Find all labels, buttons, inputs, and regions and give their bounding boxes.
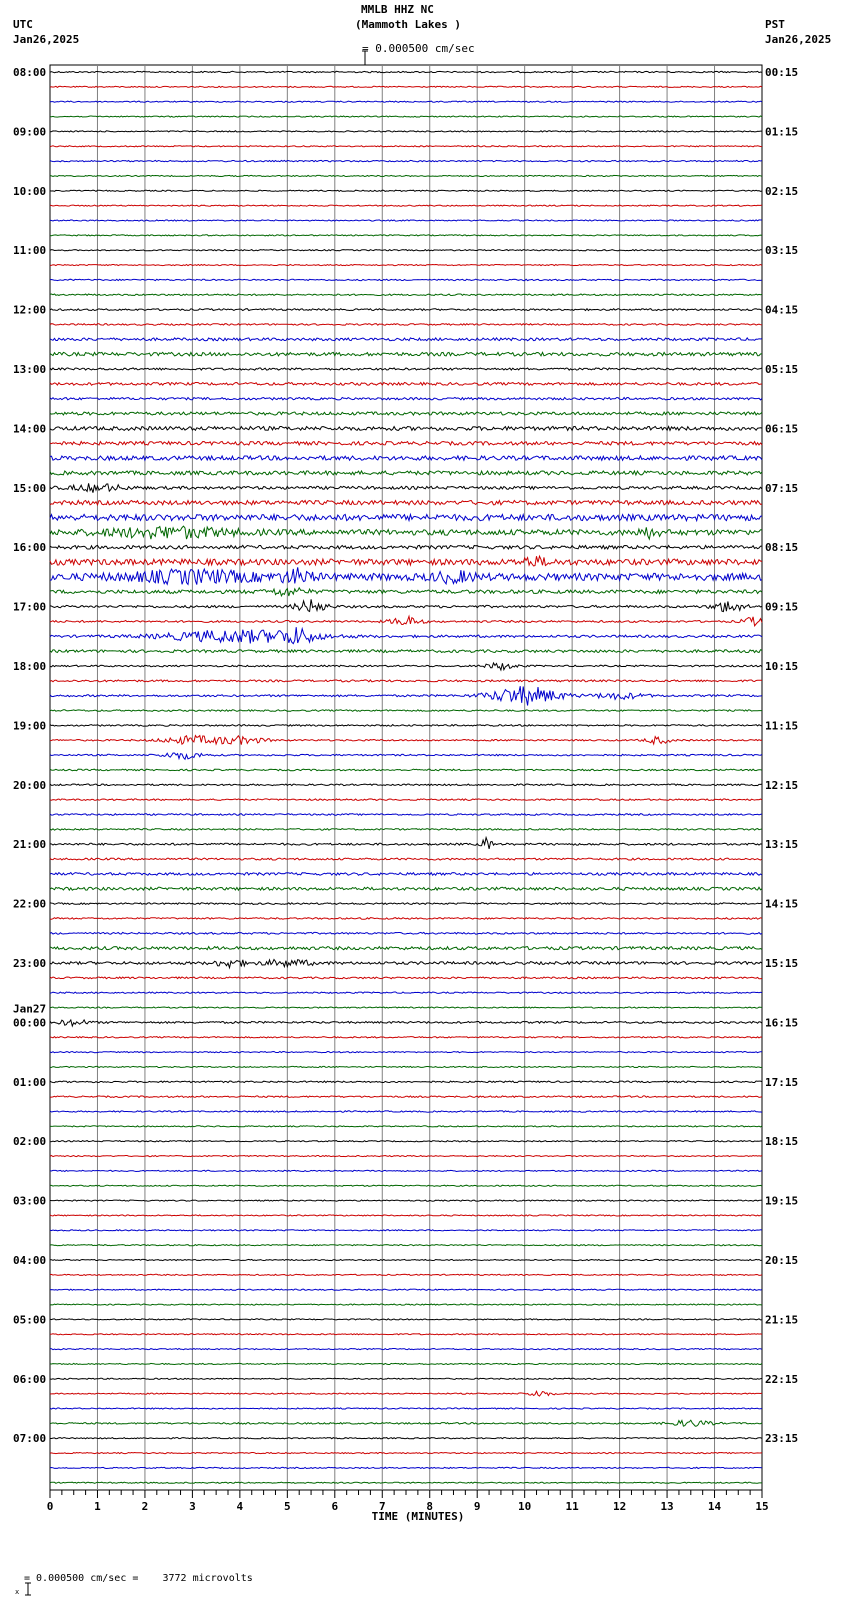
seismic-trace <box>50 398 762 400</box>
seismic-trace <box>50 1334 762 1335</box>
seismic-trace <box>50 814 762 816</box>
pst-hour-label: 10:15 <box>765 660 799 673</box>
seismic-trace <box>50 1363 762 1364</box>
seismic-trace <box>50 858 762 860</box>
seismic-trace <box>50 1438 762 1439</box>
pst-hour-label: 15:15 <box>765 957 799 970</box>
seismic-trace <box>50 556 762 566</box>
utc-hour-label: 07:00 <box>13 1432 47 1446</box>
seismic-trace <box>50 616 762 626</box>
seismic-trace <box>50 1141 762 1142</box>
seismic-trace <box>50 1230 762 1231</box>
x-axis-label: TIME (MINUTES) <box>371 1510 465 1523</box>
seismic-trace <box>50 338 762 341</box>
seismic-trace <box>50 279 762 280</box>
utc-hour-label: 19:00 <box>13 719 47 733</box>
x-tick-label: 14 <box>707 1500 722 1513</box>
x-tick-label: 4 <box>236 1500 244 1513</box>
seismic-trace <box>50 918 762 920</box>
seismic-trace <box>50 725 762 727</box>
pst-hour-label: 06:15 <box>765 422 799 436</box>
seismic-trace <box>50 588 762 596</box>
seismic-trace <box>50 960 762 968</box>
seismic-trace <box>50 992 762 993</box>
utc-date-label: Jan26,2025 <box>13 33 80 46</box>
seismic-trace <box>50 1319 762 1320</box>
utc-hour-label: 02:00 <box>13 1135 47 1149</box>
seismic-trace <box>50 294 762 296</box>
seismic-trace <box>50 1066 762 1067</box>
pst-hour-label: 09:15 <box>765 600 799 614</box>
seismic-trace <box>50 514 762 520</box>
utc-hour-label: 17:00 <box>13 600 47 614</box>
seismic-trace <box>50 1215 762 1216</box>
pst-hour-label: 00:15 <box>765 66 799 79</box>
seismic-trace <box>50 1126 762 1127</box>
seismic-trace <box>50 663 762 670</box>
seismic-trace <box>50 383 762 386</box>
seismic-trace <box>50 456 762 460</box>
seismic-trace <box>50 753 762 759</box>
seismic-trace <box>50 1037 762 1038</box>
utc-hour-label: 18:00 <box>13 660 47 673</box>
utc-hour-label: 03:00 <box>13 1194 47 1208</box>
seismic-trace <box>50 471 762 475</box>
utc-hour-label: 21:00 <box>13 838 47 852</box>
seismic-trace <box>50 1007 762 1008</box>
seismic-trace <box>50 545 762 549</box>
station-title: MMLB HHZ NC <box>361 3 434 16</box>
seismic-trace <box>50 1245 762 1246</box>
pst-hour-label: 11:15 <box>765 719 799 733</box>
seismic-trace <box>50 1482 762 1483</box>
seismic-trace <box>50 1420 762 1426</box>
seismic-trace <box>50 1453 762 1454</box>
seismic-trace <box>50 412 762 415</box>
x-tick-label: 7 <box>378 1500 386 1513</box>
seismic-trace <box>50 932 762 934</box>
utc-hour-label: 14:00 <box>13 422 47 436</box>
seismic-trace <box>50 352 762 356</box>
x-tick-label: 9 <box>473 1500 481 1513</box>
x-tick-label: 3 <box>189 1500 196 1513</box>
pst-hour-label: 22:15 <box>765 1372 799 1386</box>
seismic-trace <box>50 235 762 236</box>
utc-hour-label: 13:00 <box>13 363 47 376</box>
seismic-trace <box>50 784 762 786</box>
seismic-trace <box>50 250 762 251</box>
seismic-trace <box>50 526 762 539</box>
seismic-trace <box>50 483 762 492</box>
seismic-trace <box>50 1378 762 1379</box>
seismic-trace <box>50 710 762 712</box>
seismic-trace <box>50 1052 762 1053</box>
pst-hour-label: 05:15 <box>765 363 799 376</box>
seismic-trace <box>50 146 762 147</box>
x-tick-label: 2 <box>141 1500 149 1513</box>
utc-hour-label: 08:00 <box>13 66 47 79</box>
pst-hour-label: 04:15 <box>765 303 799 317</box>
pst-hour-label: 07:15 <box>765 481 799 495</box>
seismic-trace <box>50 1467 762 1468</box>
seismic-trace <box>50 71 762 72</box>
seismic-trace <box>50 309 762 311</box>
seismic-trace <box>50 220 762 221</box>
seismic-trace <box>50 627 762 643</box>
seismic-trace <box>50 324 762 326</box>
seismic-trace <box>50 501 762 505</box>
utc-hour-label: 12:00 <box>13 303 47 317</box>
seismic-trace <box>50 190 762 191</box>
pst-hour-label: 21:15 <box>765 1313 799 1327</box>
seismic-trace <box>50 680 762 682</box>
pst-date-label: Jan26,2025 <box>765 33 832 46</box>
scale-label: = 0.000500 cm/sec <box>362 42 475 55</box>
svg-text:x: x <box>15 1588 20 1596</box>
utc-timezone-label: UTC <box>13 18 33 31</box>
pst-hour-label: 16:15 <box>765 1016 799 1030</box>
pst-hour-label: 08:15 <box>765 541 799 555</box>
pst-hour-label: 19:15 <box>765 1194 799 1208</box>
seismic-trace <box>50 947 762 950</box>
pst-hour-label: 03:15 <box>765 244 799 258</box>
seismic-trace <box>50 160 762 161</box>
seismic-trace <box>50 1391 762 1396</box>
utc-hour-label: 16:00 <box>13 541 47 555</box>
utc-hour-label: 01:00 <box>13 1075 47 1089</box>
seismic-trace <box>50 1289 762 1290</box>
seismic-trace <box>50 769 762 771</box>
utc-hour-label: 11:00 <box>13 244 47 258</box>
x-tick-label: 10 <box>518 1500 532 1513</box>
utc-hour-label: 06:00 <box>13 1372 47 1386</box>
seismic-trace <box>50 1185 762 1186</box>
utc-hour-label: 00:00 <box>13 1016 47 1030</box>
utc-hour-label: 04:00 <box>13 1254 47 1267</box>
x-tick-label: 11 <box>565 1500 579 1513</box>
station-location: (Mammoth Lakes ) <box>355 18 461 31</box>
seismic-trace <box>50 799 762 801</box>
x-tick-label: 1 <box>94 1500 101 1513</box>
seismic-trace <box>50 1020 762 1026</box>
seismic-trace <box>50 977 762 979</box>
x-tick-label: 5 <box>284 1500 291 1513</box>
seismic-trace <box>50 86 762 87</box>
pst-hour-label: 17:15 <box>765 1075 799 1089</box>
seismic-trace <box>50 903 762 905</box>
seismic-trace <box>50 686 762 705</box>
seismic-trace <box>50 838 762 849</box>
seismic-trace <box>50 736 762 745</box>
seismic-trace <box>50 1259 762 1260</box>
utc-hour-label: 15:00 <box>13 481 47 495</box>
seismic-trace <box>50 1111 762 1112</box>
pst-hour-label: 23:15 <box>765 1432 799 1446</box>
seismic-trace <box>50 1200 762 1201</box>
utc-hour-label: 20:00 <box>13 778 47 792</box>
pst-hour-label: 13:15 <box>765 838 799 852</box>
seismic-trace <box>50 101 762 102</box>
seismic-trace <box>50 1096 762 1098</box>
seismic-trace <box>50 873 762 876</box>
date-change-label: Jan27 <box>13 1002 47 1016</box>
pst-hour-label: 02:15 <box>765 184 799 198</box>
seismic-trace <box>50 131 762 132</box>
pst-hour-label: 20:15 <box>765 1254 799 1267</box>
seismic-trace <box>50 442 762 446</box>
x-tick-label: 12 <box>612 1500 627 1513</box>
seismic-trace <box>50 265 762 266</box>
pst-timezone-label: PST <box>765 18 785 31</box>
seismic-trace <box>50 1304 762 1305</box>
pst-hour-label: 14:15 <box>765 897 799 911</box>
seismic-trace <box>50 205 762 206</box>
pst-hour-label: 12:15 <box>765 778 799 792</box>
seismic-trace <box>50 426 762 430</box>
x-tick-label: 15 <box>755 1500 769 1513</box>
seismic-trace <box>50 368 762 370</box>
seismic-trace <box>50 599 762 611</box>
pst-hour-label: 01:15 <box>765 125 799 139</box>
x-tick-label: 13 <box>660 1500 674 1513</box>
seismic-trace <box>50 567 762 584</box>
utc-hour-label: 10:00 <box>13 184 47 198</box>
footer-scale-note: = 0.000500 cm/sec = 3772 microvolts <box>24 1573 253 1584</box>
seismic-trace <box>50 887 762 890</box>
x-tick-label: 6 <box>331 1500 339 1513</box>
seismic-trace <box>50 1408 762 1409</box>
seismic-trace <box>50 1349 762 1350</box>
utc-hour-label: 05:00 <box>13 1313 47 1327</box>
x-tick-label: 0 <box>46 1500 54 1513</box>
seismic-trace <box>50 1170 762 1171</box>
seismic-trace <box>50 829 762 831</box>
seismic-trace <box>50 1156 762 1157</box>
utc-hour-label: 09:00 <box>13 125 47 139</box>
seismic-trace <box>50 175 762 176</box>
seismic-trace <box>50 650 762 653</box>
utc-hour-label: 23:00 <box>13 957 47 970</box>
seismic-trace <box>50 1081 762 1083</box>
seismic-trace <box>50 1274 762 1275</box>
utc-hour-label: 22:00 <box>13 897 47 911</box>
seismic-trace <box>50 116 762 117</box>
pst-hour-label: 18:15 <box>765 1135 799 1149</box>
x-tick-label: 8 <box>426 1500 434 1513</box>
